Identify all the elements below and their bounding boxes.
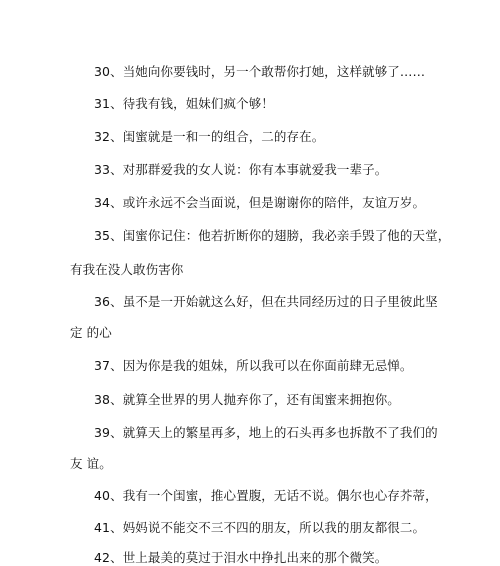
quote-39-line: 39、就算天上的繁星再多，地上的石头再多也拆散不了我们的 <box>94 425 438 440</box>
quote-38-line: 38、就算全世界的男人抛弃你了，还有闺蜜来拥抱你。 <box>94 392 400 407</box>
quote-31-line: 31、待我有钱，姐妹们疯个够！ <box>94 96 274 111</box>
quote-36-line: 36、虽不是一开始就这么好，但在共同经历过的日子里彼此坚 <box>94 294 438 309</box>
quote-40-line: 40、我有一个闺蜜，推心置腹，无话不说。偶尔也心存芥蒂， <box>94 488 438 503</box>
quote-35-continuation: 有我在没人敢伤害你 <box>70 262 184 277</box>
quote-33-line: 33、对那群爱我的女人说：你有本事就爱我一辈子。 <box>94 162 388 177</box>
quote-42-line: 42、世上最美的莫过于泪水中挣扎出来的那个微笑。 <box>94 550 388 565</box>
quote-32-line: 32、闺蜜就是一和一的组合，二的存在。 <box>94 129 325 144</box>
quote-39-continuation: 友 谊。 <box>70 456 112 471</box>
quote-30-line: 30、当她向你要钱时，另一个敢帮你打她，这样就够了…… <box>94 64 426 79</box>
quote-37-line: 37、因为你是我的姐妹，所以我可以在你面前肆无忌惮。 <box>94 358 413 373</box>
quote-36-continuation: 定 的心 <box>70 325 112 340</box>
quote-34-line: 34、或许永远不会当面说，但是谢谢你的陪伴，友谊万岁。 <box>94 195 426 210</box>
quote-41-line: 41、妈妈说不能交不三不四的朋友，所以我的朋友都很二。 <box>94 520 426 535</box>
quote-35-line: 35、闺蜜你记住：他若折断你的翅膀，我必亲手毁了他的天堂， <box>94 228 451 243</box>
